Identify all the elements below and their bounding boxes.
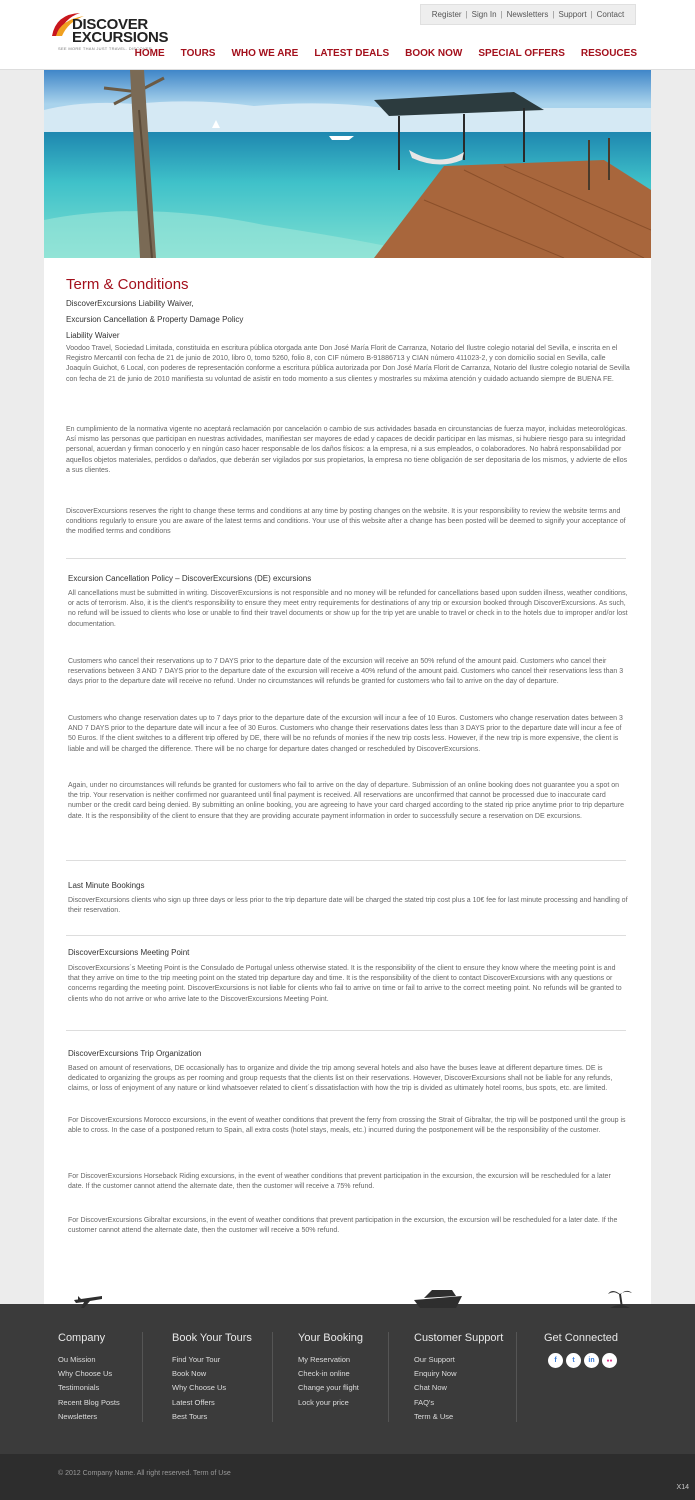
- trip-organization-paragraph-1: Based on amount of reservations, DE occasionally has to organize and divide the trip among several hotels and also have the buses leave at different departure times. DE is dedicated to organizing the groups as per rooming and group requests that the clients list on their reservations. However, DiscoverExcursions shall not be liable for any refunds, claims, or loss of enjoyment of any nature or kind whatsoever related to client´s dissatisfaction with how the trip is divided as ultimately hotel rooms, bus spots, etc. are limited.: [68, 1065, 613, 1093]
- twitter-icon[interactable]: t: [566, 1353, 581, 1368]
- nav-tours[interactable]: TOURS: [180, 48, 216, 59]
- footer-divider: [142, 1332, 143, 1422]
- linkedin-icon[interactable]: in: [584, 1353, 599, 1368]
- flickr-icon[interactable]: ●●: [602, 1353, 617, 1368]
- hero-banner: [44, 70, 651, 258]
- trip-organization-title: DiscoverExcursions Trip Organization: [68, 1049, 202, 1058]
- footer-link-chat[interactable]: Chat Now: [414, 1383, 447, 1393]
- liability-paragraph-3: DiscoverExcursions reserves the right to change these terms and conditions at any time by posting changes on the website. It is your responsibility to review the website terms and conditions regularly to ensure you are aware of the latest terms and conditions. Your use of this website after a change has been posted will be deemed to signify your acceptance of the modified terms and conditions: [66, 508, 626, 536]
- section-divider: [66, 860, 626, 861]
- sign-in-link[interactable]: Sign In: [471, 10, 497, 19]
- cancellation-paragraph-4: Again, under no circumstances will refunds be granted for customers who fail to arrive on the day of departure. Submission of an online booking does not guarantee you a spot on the trip. Your reservation is neither confirmed nor guaranteed until final payment is received. All reservations are unconfirmed that cannot be processed due to inaccurate card number or the credit card being denied. By submitting an online booking, you are agreeing to have your card charged according to the stated rip price anytime prior to trip departure date. It is the responsibility of the client to ensure that they are providing accurate payment information in order to successfully secure a reservation on DE excursions.: [68, 782, 625, 820]
- logo-wordmark: DISCOVER EXCURSIONS: [72, 16, 169, 46]
- footer-tours-title: Book Your Tours: [172, 1332, 252, 1344]
- footer-link-latest-offers[interactable]: Latest Offers: [172, 1397, 215, 1407]
- footer-divider: [516, 1332, 517, 1422]
- nav-latest-deals[interactable]: LATEST DEALS: [314, 48, 390, 59]
- footer-link-faqs[interactable]: FAQ's: [414, 1397, 435, 1407]
- footer-link-change-flight[interactable]: Change your flight: [298, 1383, 359, 1393]
- support-link[interactable]: Support: [558, 10, 587, 19]
- footer-link-book-now[interactable]: Book Now: [172, 1369, 207, 1379]
- liability-heading: Liability Waiver: [66, 331, 120, 340]
- waiver-heading: DiscoverExcursions Liability Waiver,: [66, 299, 194, 308]
- nav-book-now[interactable]: BOOK NOW: [405, 48, 463, 59]
- footer-booking-title: Your Booking: [298, 1332, 364, 1344]
- trip-organization-paragraph-4: For DiscoverExcursions Gibraltar excursions, in the event of weather conditions that prevent participation in the excursion, the excursion will be rescheduled for a later date. If the customer cannot attend the alternate date, then the customer will receive a 50% refund.: [68, 1217, 618, 1235]
- footer-divider: [272, 1332, 273, 1422]
- palm-tree-icon: [606, 1288, 634, 1308]
- cancellation-paragraph-2: Customers who cancel their reservations up to 7 DAYS prior to the departure date of the excursion will receive an 50% refund of the amount paid. Customers who cancel their reservations between 3 AND 7 DAYS prior to the departure date of the excursion will receive a 40% refund of the amount paid. Customers who cancel their reservations less than 3 days prior to the departure date will receive no refund. Under no circumstances will refunds be granted for customers who fail to arrive on the day of departure.: [68, 658, 624, 686]
- corner-badge: X14: [676, 1484, 689, 1491]
- hero-image: [44, 70, 651, 258]
- footer-link-testimonials[interactable]: Testimonials: [58, 1383, 100, 1393]
- logo-tagline: SEE MORE THAN JUST TRAVEL. DISCOVER: [58, 46, 152, 51]
- footer-company-title: Company: [58, 1332, 106, 1344]
- cancellation-policy-title: Excursion Cancellation Policy – DiscoverExcursions (DE) excursions: [68, 574, 312, 583]
- footer-link-check-in[interactable]: Check-in online: [298, 1369, 350, 1379]
- site-header: [0, 0, 695, 70]
- copyright-text: © 2012 Company Name. All right reserved. Term of Use: [58, 1470, 231, 1477]
- register-link[interactable]: Register: [431, 10, 462, 19]
- footer-link-find-tour[interactable]: Find Your Tour: [172, 1355, 221, 1364]
- newsletters-link[interactable]: Newsletters: [506, 10, 549, 19]
- page-title: Term & Conditions: [66, 276, 189, 293]
- footer-link-lock-price[interactable]: Lock your price: [298, 1397, 349, 1407]
- meeting-point-title: DiscoverExcursions Meeting Point: [68, 948, 190, 957]
- contact-link[interactable]: Contact: [596, 10, 625, 19]
- facebook-icon[interactable]: f: [548, 1353, 563, 1368]
- main-nav: [119, 48, 637, 59]
- liability-paragraph-2: En cumplimiento de la normativa vigente no aceptará reclamación por cancelación o cambio de sus actividades basada en circunstancias de fuerza mayor, incluidas meteorológicas. Así mismo las personas que participan en nuestras actividades, manifiestan ser mayores de edad y capaces de decidir participar en las mismas, si hubiere riesgo para su integridad personal, acuerdan y firman conocerlo y en ningún caso hacer responsable de los daños físicos: a la empresa, ni a sus empleados, o colaboradores. No habrá responsabilidad por aquellos objetos materiales, perdidos o dañados, que deberán ser vigilados por sus propietarios, la empresa no tiene obligación de ser depositaria de los mismos, y advierte de ellos a sus clientes.: [66, 426, 628, 474]
- footer-tours: [172, 1332, 252, 1424]
- footer-support-title: Customer Support: [414, 1332, 504, 1344]
- airplane-icon: [72, 1288, 104, 1308]
- footer-link-our-support[interactable]: Our Support: [414, 1355, 455, 1364]
- trip-organization-paragraph-2: For DiscoverExcursions Morocco excursions, in the event of weather conditions that prevent the ferry from crossing the Strait of Gibraltar, the trip will be postponed until the group is able to cross. In the case of a postponed return to Spain, all extra costs (hotel stays, meals, etc.) incurred during the postponement will be the responsibility of the customer.: [68, 1117, 626, 1135]
- footer-support: [414, 1332, 503, 1424]
- section-divider: [66, 935, 626, 936]
- ship-icon: [412, 1288, 464, 1308]
- footer-link-newsletters[interactable]: Newsletters: [58, 1411, 98, 1421]
- terms-content: [44, 258, 651, 1304]
- site-footer: [0, 1304, 695, 1454]
- liability-paragraph-1: Voodoo Travel, Sociedad Limitada, constituida en escritura pública otorgada ante Don José María Florit de Carranza, Notario del Ilustre colegio notarial del Sevilla, e inscrita en el Registro Mercantil con fecha de 21 de junio de 2010, libro 0, tomo 5260, folio 8, con CIF número B-91886713 y CIAN número 411023-2, y con domicilio social en Sevilla, calle Joaquín Guichot, 6 Local, con poderes de representación conforme a escritura pública autorizada por Don José María Florit de Carranza, Notario del Ilustre colegio notarial de Sevilla con fecha de 21 de junio de 2010 manifiesta su voluntad de asistir en todo momento a sus clientes y mostrarles su máxima atención y cuidado actuando siempre de BUENA FE.: [66, 345, 630, 383]
- cancellation-paragraph-1: All cancellations must be submitted in writing. DiscoverExcursions is not responsible and no money will be refunded for cancellations based upon sudden illness, weather conditions, or acts of terrorism. Also, it is the client's responsibility to ensure they meet entry requirements for destinations of any trip or excursion booked through DiscoverExcursions. As such, no refund will be issued to clients who lose or unable to find their travel documents or show up for the trip yet are unable to travel or check in to the hotels due to improper and/or lost documentation.: [68, 590, 628, 628]
- utility-links: Register | Sign In | Newsletters | Support | Contact: [420, 4, 636, 25]
- trip-organization-paragraph-3: For DiscoverExcursions Horseback Riding excursions, in the event of weather conditions that prevent participation in the excursion, the excursion will be rescheduled for a later date. If the customer cannot attend the alternate date, then the customer will receive a 75% refund.: [68, 1173, 611, 1191]
- social-links: [548, 1353, 618, 1368]
- footer-link-terms[interactable]: Term & Use: [414, 1411, 454, 1421]
- nav-who-we-are[interactable]: WHO WE ARE: [231, 48, 299, 59]
- last-minute-title: Last Minute Bookings: [68, 881, 145, 890]
- cancellation-paragraph-3: Customers who change reservation dates up to 7 days prior to the departure date of the excursion will incur a fee of 10 Euros. Customers who change reservation dates between 3 AND 7 DAYS prior to the departure date will incur a fee of 30 Euros. Customers who change their reservations dates less than 3 DAYS prior to the departure date will incur a fee of 50 Euros. If the client switches to a different trip offered by DE, there will be no refunds of monies if the new trip costs less. However, if the new trip is more expensive, the client is liable and will be charged the difference. There will be no charge for departure dates changed or rescheduled by DiscoverExcursions.: [68, 715, 623, 753]
- footer-link-why-choose-us[interactable]: Why Choose Us: [58, 1369, 113, 1379]
- footer-divider: [388, 1332, 389, 1422]
- footer-connect-title: Get Connected: [544, 1332, 618, 1344]
- footer-link-mission[interactable]: Ou Mission: [58, 1355, 96, 1364]
- nav-home[interactable]: HOME: [134, 48, 165, 59]
- footer-company: [58, 1332, 120, 1424]
- footer-link-my-reservation[interactable]: My Reservation: [298, 1355, 351, 1364]
- last-minute-paragraph: DiscoverExcursions clients who sign up three days or less prior to the trip departure date will be charged the stated trip cost plus a 10€ fee for last minute processing and handling of their reservation.: [68, 897, 628, 915]
- section-divider: [66, 1030, 626, 1031]
- footer-connect: [544, 1332, 618, 1368]
- section-divider: [66, 558, 626, 559]
- footer-link-enquiry[interactable]: Enquiry Now: [414, 1369, 457, 1379]
- nav-special-offers[interactable]: SPECIAL OFFERS: [478, 48, 565, 59]
- policy-heading: Excursion Cancellation & Property Damage Policy: [66, 315, 244, 324]
- nav-resources[interactable]: RESOUCES: [580, 48, 637, 59]
- footer-booking: [298, 1332, 363, 1410]
- footer-link-best-tours[interactable]: Best Tours: [172, 1411, 208, 1421]
- meeting-point-paragraph: DiscoverExcursions´s Meeting Point is the Consulado de Portugal unless otherwise stated. It is the responsibility of the client to ensure they know where the meeting point is and that they arrive on time to the trip meeting point on the stated trip departure day and time. It is the responsibility of the client to contact DiscoverExcursions with any questions or concerns regarding the meeting point. DiscoverExcursions is not liable for clients who fail to arrive on time or fail to arrive to the correct meeting point. No refunds will be granted to clients who do not arrive or who arrive late to the DiscoverExcursions Meeting Point.: [68, 965, 622, 1003]
- footer-link-blog-posts[interactable]: Recent Blog Posts: [58, 1397, 120, 1407]
- footer-link-why-choose-us-2[interactable]: Why Choose Us: [172, 1383, 227, 1393]
- footer-bottom-bar: [0, 1454, 695, 1500]
